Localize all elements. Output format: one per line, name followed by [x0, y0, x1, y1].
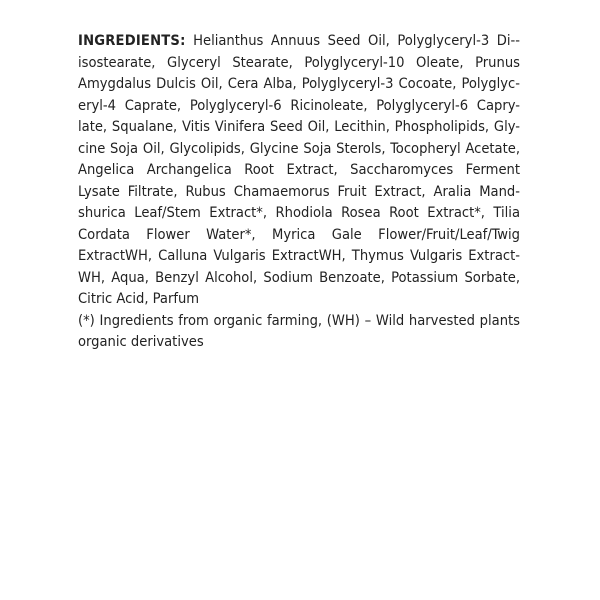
ingredients-paragraph: [78, 30, 520, 310]
ingredients-list: Helianthus Annuus Seed Oil, Polyglyceryl-3 Di-isostearate, Glyceryl Stearate, Polyglyceryl-10 Oleate, Prunus Amygdalus Dulcis Oil, Cera Alba, Polyglyceryl-3 Cocoate, Polyglyc-eryl-4 Caprate, Polyglyceryl-6 Ricinoleate, Polyglyceryl-6 Capry-late, Squalane, Vitis Vinifera Seed Oil, Lecithin, Phospholipids, Gly-cine Soja Oil, Glycolipids, Glycine Soja Sterols, Tocopheryl Acetate, Angelica Archangelica Root Extract, Saccharomyces Ferment Lysate Filtrate, Rubus Chamaemorus Fruit Extract, Aralia Mand-shurica Leaf/Stem Extract*, Rhodiola Rosea Root Extract*, Tilia Cordata Flower Water*, Myrica Gale Flower/Fruit/Leaf/Twig ExtractWH, Calluna Vulgaris ExtractWH, Thymus Vulgaris Extract-WH, Aqua, Benzyl Alcohol, Sodium Benzoate, Potassium Sorbate, Citric Acid, Parfum: [78, 32, 520, 307]
ingredients-text-block: [78, 30, 520, 353]
footnote-paragraph: (*) Ingredients from organic farming, (WH) – Wild harvested plants organic derivatives: [78, 311, 520, 350]
ingredients-label: INGREDIENTS:: [78, 32, 186, 49]
